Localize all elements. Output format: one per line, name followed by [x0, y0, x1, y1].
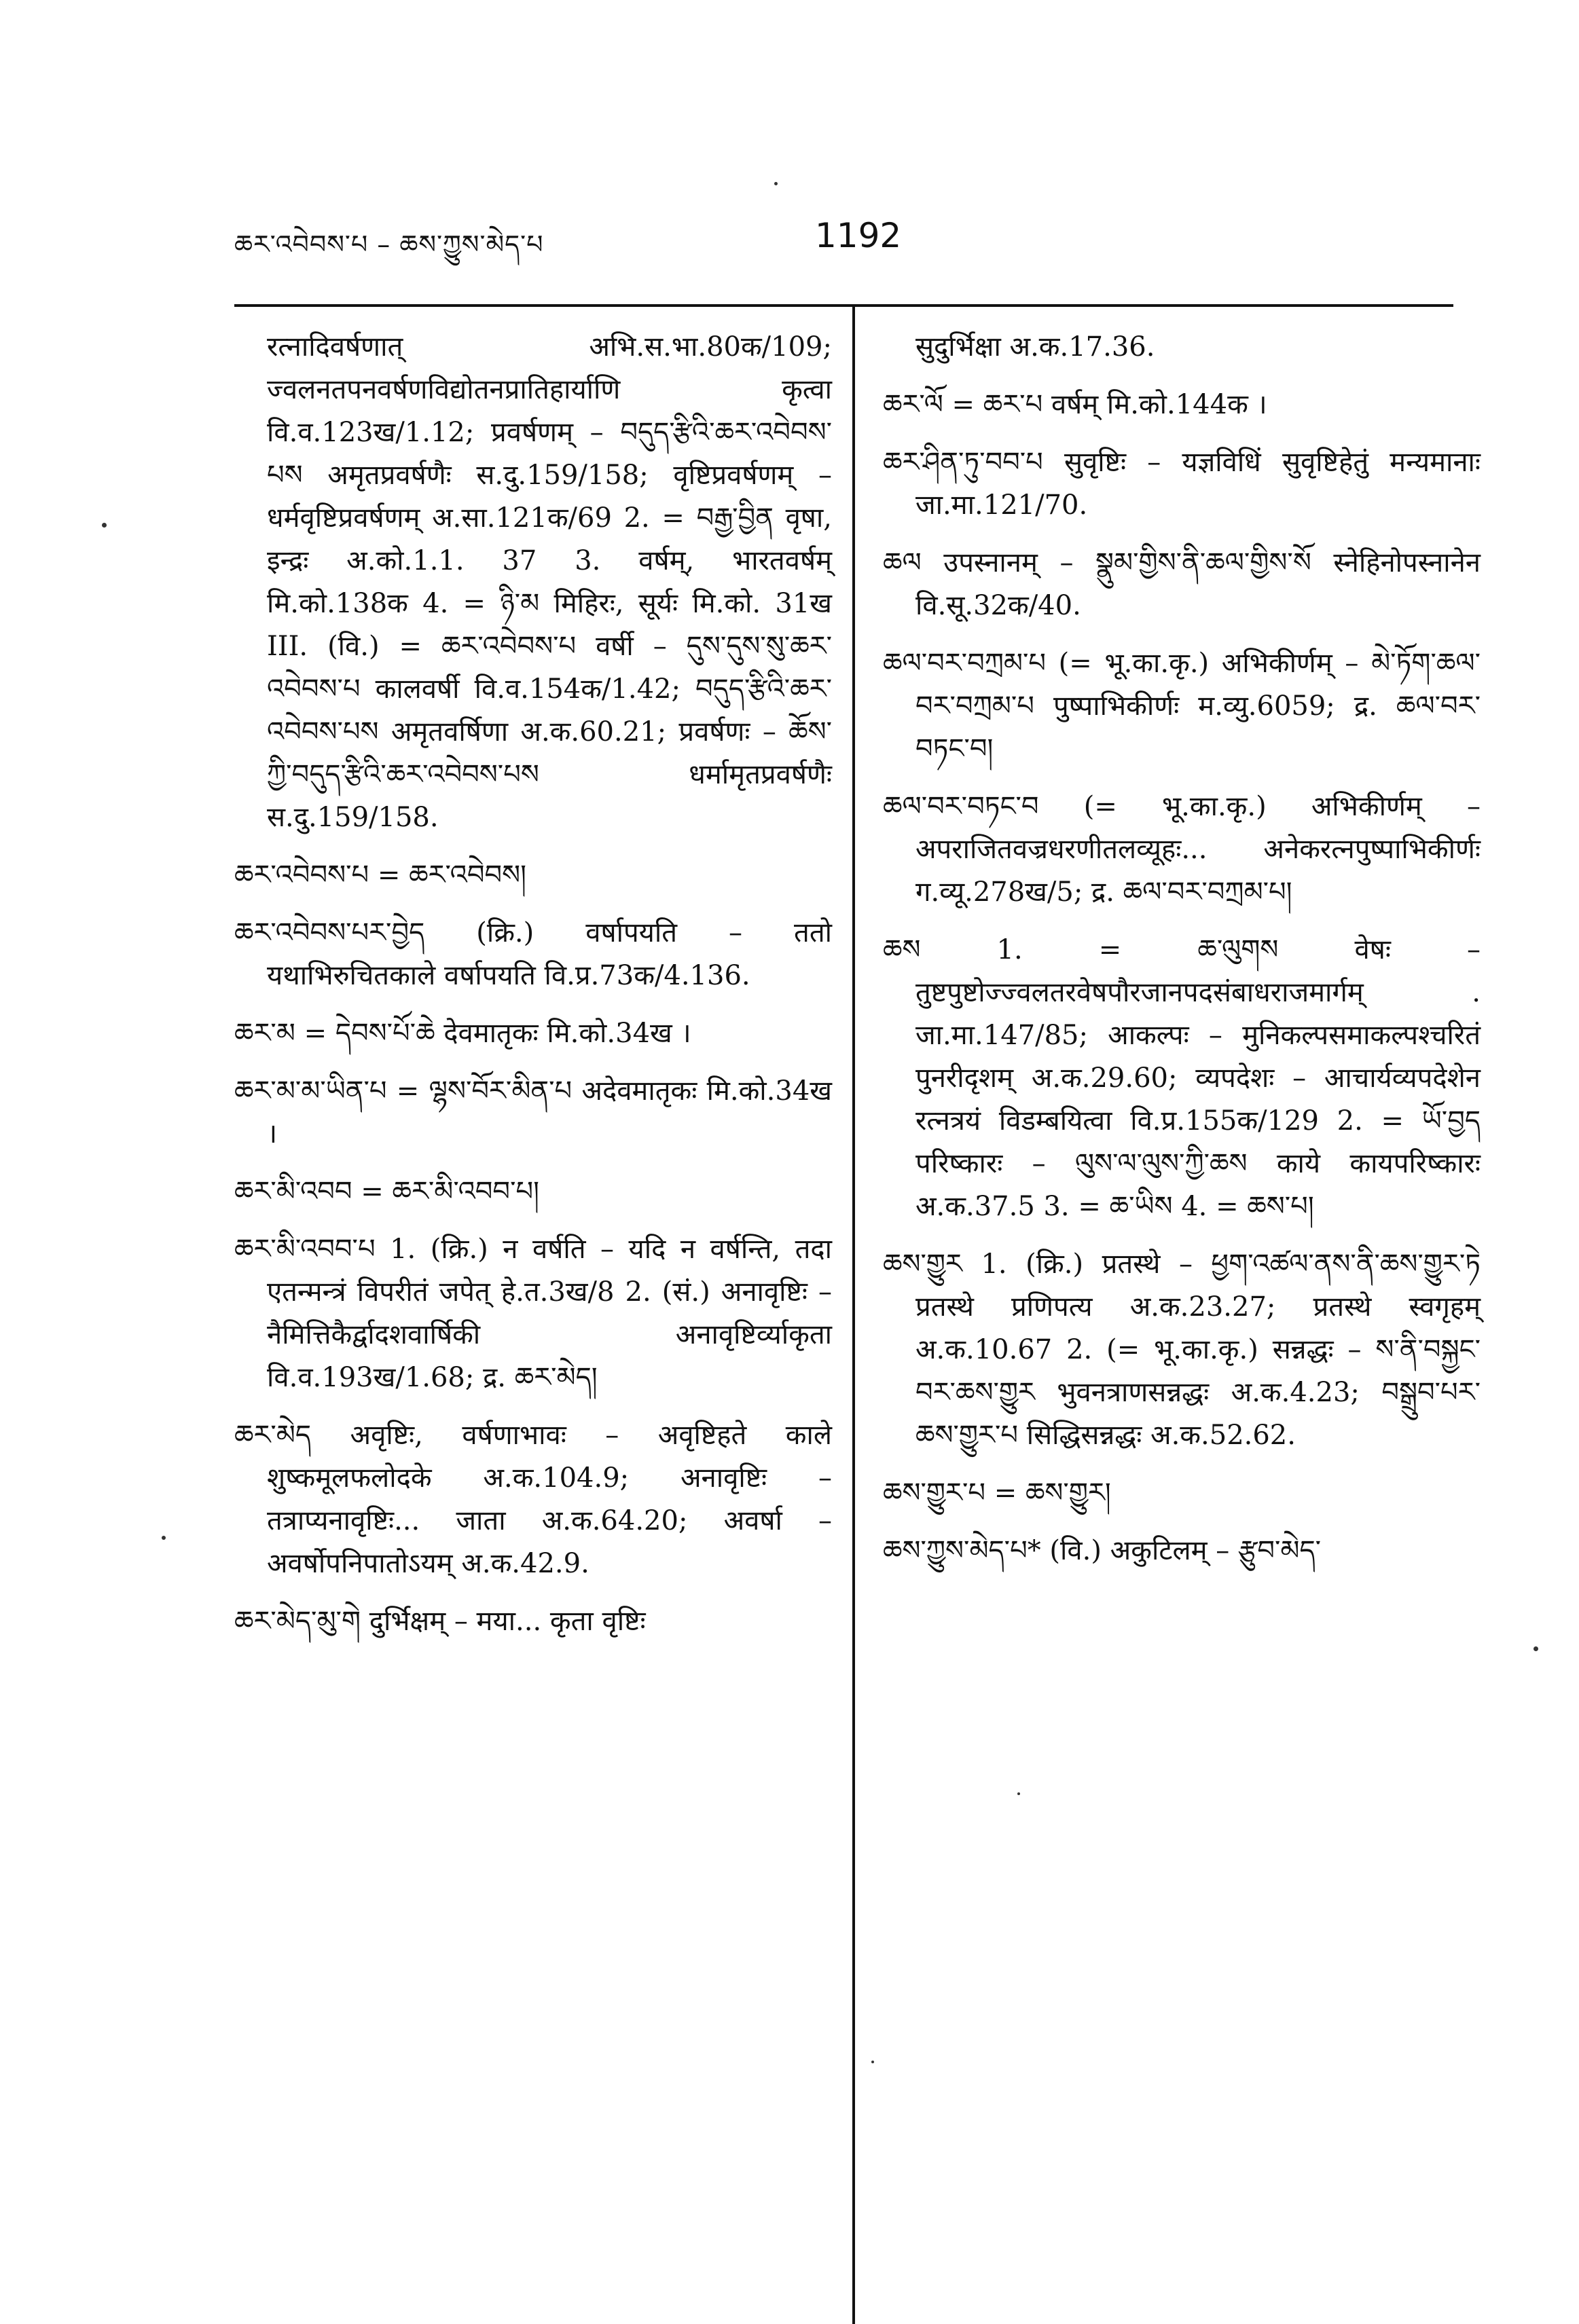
dictionary-entry: ཆས 1. = ཆ་ལུགས वेषः – तुष्टपुष्टोज्ज्वलतरवेषपौरजानपदसंबाधराजमार्गम् . जा.मा.147/85; आकल्पः – मुनिकल्पसमाकल्पश्चरितं पुनरीदृशम् अ.क.29.60; व्यपदेशः – आचार्यव्यपदेशेन रत्नत्रयं विडम्बयित्वा वि.प्र.155क/129 2. = ཡོ་བྱད परिष्कारः – ལུས་ལ་ལུས་ཀྱི་ཆས काये कायपरिष्कारः अ.क.37.5 3. = ཆ་ཡིས 4. = ཆས་པ།: [883, 934, 1481, 1222]
scan-speck: [102, 523, 107, 528]
scan-speck: [1017, 1792, 1020, 1795]
dictionary-entry: ཆར་མ་མ་ཡིན་པ = ལྷས་བོར་མིན་པ अदेवमातृकः मि.को.34ख ।: [234, 1075, 832, 1149]
dictionary-entry: ཆར་མི་འབབ་པ 1. (क्रि.) न वर्षति – यदि न वर्षन्ति, तदा एतन्मन्त्रं विपरीतं जपेत् हे.त.3ख/8 2. (सं.) अनावृष्टिः – नैमित्तिकैर्द्वादशवार्षिकी अनावृष्टिर्व्याकृता वि.व.193ख/1.68; द्र. ཆར་མེད།: [234, 1234, 832, 1393]
header-rule: [234, 304, 1453, 307]
scan-speck: [774, 182, 778, 185]
dictionary-entry: ཆར་མ = དེབས་པོ་ཆེ देवमातृकः मि.को.34ख ।: [234, 1018, 691, 1049]
scan-speck: [871, 2061, 874, 2063]
dictionary-entry: ཆལ་བར་བཏང་བ (= भू.का.कृ.) अभिकीर्णम् – अपराजितवज्रधरणीतलव्यूहः... अनेकरत्नपुष्पाभिकीर्णः ग.व्यू.278ख/5; द्र. ཆལ་བར་བཀྲམ་པ།: [883, 791, 1481, 908]
right-column: [883, 326, 1481, 1587]
dictionary-entry: ཆས་གྱུར 1. (क्रि.) प्रतस्थे – ཕྱག་འཚལ་ནས་ནི་ཆས་གྱུར་ཏེ प्रतस्थे प्रणिपत्य अ.क.23.27; प्रतस्थे स्वगृहम् अ.क.10.67 2. (= भू.का.कृ.) सन्नद्धः – ས་ནི་བསྐྱང་བར་ཆས་གྱུར भुवनत्राणसन्नद्धः अ.क.4.23; བསྒྲུབ་པར་ཆས་གྱུར་པ सिद्धिसन्नद्धः अ.क.52.62.: [883, 1249, 1481, 1451]
dictionary-entry: ཆར་འབེབས་པ = ཆར་འབེབས།: [234, 860, 527, 891]
dictionary-entry: सुदुर्भिक्षा अ.क.17.36.: [915, 331, 1155, 363]
dictionary-entry: रत्नादिवर्षणात् अभि.स.भा.80क/109; ज्वलनतपनवर्षणविद्योतनप्रातिहार्याणि कृत्वा वि.व.123ख/1.12; प्रवर्षणम् – བདུད་རྩིའི་ཆར་འབེབས་པས अमृतप्रवर्षणैः स.दु.159/158; वृष्टिप्रवर्षणम् – धर्मवृष्टिप्रवर्षणम् अ.सा.121क/69 2. = བརྒྱ་བྱིན वृषा, इन्द्रः अ.को.1.1. 37 3. वर्षम्, भारतवर्षम् मि.को.138क 4. = ཉི་མ मिहिरः, सूर्यः मि.को. 31ख III. (वि.) = ཆར་འབེབས་པ वर्षी – དུས་དུས་སུ་ཆར་འབེབས་པ कालवर्षी वि.व.154क/1.42; བདུད་རྩིའི་ཆར་འབེབས་པས अमृतवर्षिणा अ.क.60.21; प्रवर्षणः – ཆོས་ཀྱི་བདུད་རྩིའི་ཆར་འབེབས་པས धर्मामृतप्रवर्षणैः स.दु.159/158.: [267, 331, 832, 833]
dictionary-entry: ཆལ་བར་བཀྲམ་པ (= भू.का.कृ.) अभिकीर्णम् – མེ་ཏོག་ཆལ་བར་བཀྲམ་པ पुष्पाभिकीर्णः म.व्यु.6059; द्र. ཆལ་བར་བཏང་བ།: [883, 648, 1481, 764]
dictionary-entry: ཆར་ཤིན་ཏུ་བབ་པ सुवृष्टिः – यज्ञविधिं सुवृष्टिहेतुं मन्यमानाः जा.मा.121/70.: [883, 447, 1481, 521]
dictionary-entry: ཆར་ལོ = ཆར་པ वर्षम् मि.को.144क ।: [883, 389, 1267, 420]
page-number: 1192: [815, 216, 902, 255]
dictionary-entry: ཆར་མེད अवृष्टिः, वर्षणाभावः – अवृष्टिहते काले शुष्कमूलफलोदके अ.क.104.9; अनावृष्टिः – तत्राप्यनावृष्टिः... जाता अ.क.64.20; अवर्षा – अवर्षोपनिपातोऽयम् अ.क.42.9.: [234, 1420, 832, 1579]
dictionary-entry: ཆས་ཀྱུས་མེད་པ* (वि.) अकुटिलम् – རྩུབ་མེད་: [883, 1535, 1322, 1566]
scan-speck: [162, 1536, 166, 1540]
dictionary-entry: ཆར་མི་འབབ = ཆར་མི་འབབ་པ།: [234, 1176, 539, 1207]
column-divider: [852, 304, 855, 2324]
running-head: ཆར་འབེབས་པ – ཆས་ཀྱུས་མེད་པ: [234, 229, 544, 259]
scan-speck: [1533, 1646, 1538, 1651]
left-column: [234, 326, 832, 1658]
dictionary-entry: ཆར་མེད་མུ་གེ दुर्भिक्षम् – मया... कृता वृष्टिः: [234, 1606, 646, 1637]
dictionary-entry: ཆལ उपस्नानम् – སྣུམ་གྱིས་ནི་ཆལ་གྱིས་སོ स्नेहिनोपस्नानेन वि.सू.32क/40.: [883, 547, 1481, 621]
dictionary-entry: ཆས་གྱུར་པ = ཆས་གྱུར།: [883, 1477, 1111, 1509]
dictionary-entry: ཆར་འབེབས་པར་བྱེད (क्रि.) वर्षापयति – ततो यथाभिरुचितकाले वर्षापयति वि.प्र.73क/4.136.: [234, 917, 832, 991]
